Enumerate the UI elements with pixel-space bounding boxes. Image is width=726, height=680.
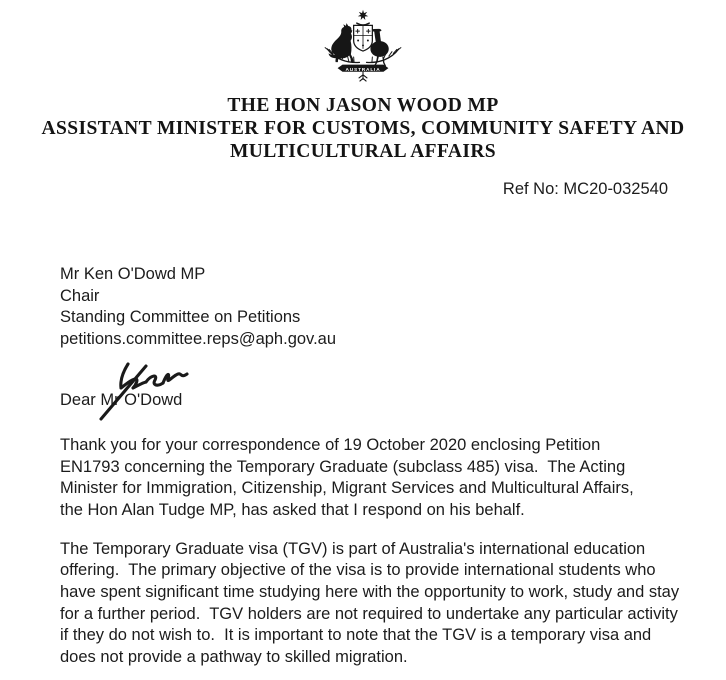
body-line: Minister for Immigration, Citizenship, Migrant Services and Multicultural Affairs, — [60, 479, 634, 498]
reference-number: Ref No: MC20-032540 — [502, 180, 668, 198]
body-line: does not provide a pathway to skilled migration. — [60, 648, 408, 667]
minister-title-line: ASSISTANT MINISTER FOR CUSTOMS, COMMUNITY SAFETY AND — [41, 118, 685, 139]
letterhead — [0, 8, 726, 163]
body-line: EN1793 concerning the Temporary Graduate (subclass 485) visa. The Acting — [60, 457, 626, 476]
emu-icon — [370, 29, 388, 57]
body-line: have spent significant time studying here with the opportunity to work, study and stay — [60, 583, 680, 602]
australian-coat-of-arms-icon — [318, 8, 408, 90]
body-line: offering. The primary objective of the visa is to provide international students who — [60, 561, 656, 580]
minister-title-line: MULTICULTURAL AFFAIRS — [229, 141, 497, 162]
recipient-block — [60, 264, 726, 351]
minister-name: THE HON JASON WOOD MP — [227, 95, 499, 116]
salutation-text: Dear Mr O'Dowd — [60, 390, 183, 409]
salutation — [60, 390, 726, 412]
body-paragraph-1 — [60, 435, 726, 522]
recipient-email: petitions.committee.reps@aph.gov.au — [60, 330, 337, 349]
body-line: for a further period. TGV holders are not required to undertake any particular activity — [60, 604, 678, 623]
body-line: Thank you for your correspondence of 19 October 2020 enclosing Petition — [60, 435, 601, 454]
recipient-line: Chair — [60, 286, 100, 305]
recipient-line: Mr Ken O'Dowd MP — [60, 265, 206, 283]
body-paragraph-2 — [60, 539, 726, 669]
commonwealth-star-icon — [358, 10, 368, 20]
crest-banner-text: AUSTRALIA — [345, 67, 381, 73]
body-line: the Hon Alan Tudge MP, has asked that I respond on his behalf. — [60, 500, 525, 519]
body-line: if they do not wish to. It is important to note that the TGV is a temporary visa and — [60, 626, 652, 645]
recipient-line: Standing Committee on Petitions — [60, 308, 301, 327]
body-line: The Temporary Graduate visa (TGV) is part of Australia's international education — [60, 539, 646, 558]
